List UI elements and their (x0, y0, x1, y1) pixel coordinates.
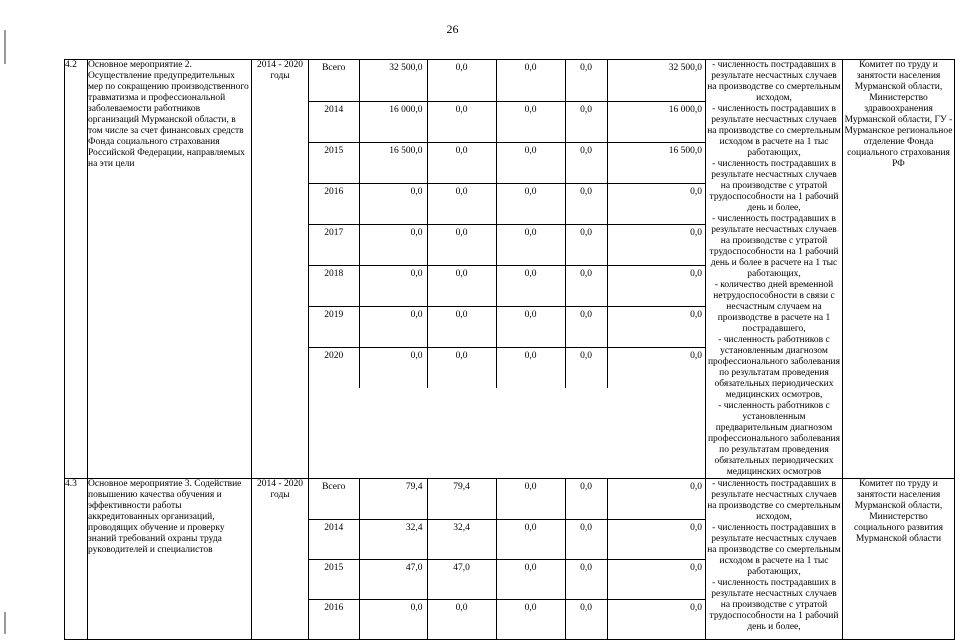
finance-row (309, 347, 706, 388)
finance-value: 0,0 (565, 559, 607, 599)
finance-value: 32,4 (359, 519, 427, 559)
finance-value: 0,0 (359, 183, 427, 224)
finance-year: 2015 (309, 559, 359, 599)
finance-year: 2020 (309, 347, 359, 388)
finance-value: 0,0 (496, 224, 565, 265)
finance-value: 16 500,0 (359, 142, 427, 183)
finance-value: 0,0 (496, 142, 565, 183)
finance-year: 2016 (309, 183, 359, 224)
finance-value: 0,0 (496, 306, 565, 347)
finance-value: 0,0 (496, 60, 565, 101)
finance-year: 2015 (309, 142, 359, 183)
activity-name: Основное мероприятие 2. Осуществление предупредительных мер по сокращению производственного травматизма и профессиональной заболеваемости работников организаций Мурманской области, в том числе за счет финансовых средств Фонда социального страхования Российской Федерации, направляемых на эти цели (88, 60, 252, 479)
finance-row (309, 519, 706, 559)
finance-value: 0,0 (359, 599, 427, 639)
target-indicators (706, 479, 843, 640)
finance-value: 0,0 (427, 224, 496, 265)
indicator-item: - численность пострадавших в результате несчастных случаев на производстве со смертельным исходом в расчете на 1 тыс работающих, (707, 104, 841, 158)
table-row (65, 479, 955, 640)
finance-value: 16 500,0 (607, 142, 706, 183)
finance-row (309, 142, 706, 183)
finance-value: 0,0 (607, 306, 706, 347)
period: 2014 - 2020 годы (252, 60, 309, 479)
indicator-item: - численность работников с установленным диагнозом профессионального заболевания по результатам проведения обязательных периодических медицинских осмотров, (707, 335, 841, 400)
finance-value: 0,0 (496, 599, 565, 639)
finance-value: 0,0 (565, 479, 607, 519)
executors: Комитет по труду и занятости населения Мурманской области, Министерство здравоохранения Мурманской области, ГУ - Мурманское региональное отделение Фонда социального страхования РФ (843, 60, 955, 479)
row-number: 4.2 (65, 60, 88, 479)
page-number: 26 (446, 22, 459, 36)
finance-year: Всего (322, 482, 346, 492)
target-indicators (706, 60, 843, 479)
indicator-item: - численность пострадавших в результате несчастных случаев на производстве с утратой трудоспособности на 1 рабочий день и более в расчете на 1 тыс работающих, (709, 214, 839, 279)
finance-value: 0,0 (496, 347, 565, 388)
finance-row (309, 224, 706, 265)
indicator-item: - численность работников с установленным предварительным диагнозом профессионального заболевания по результатам проведения обязательных периодических медицинских осмотров (707, 401, 841, 477)
finance-year: 2014 (309, 101, 359, 142)
finance-value: 47,0 (359, 559, 427, 599)
indicator-item: - численность пострадавших в результате несчастных случаев на производстве со смертельным исходом, (707, 60, 841, 103)
finance-value: 0,0 (427, 142, 496, 183)
finance-row (309, 479, 706, 519)
finance-value: 0,0 (607, 519, 706, 559)
finance-value: 0,0 (359, 224, 427, 265)
finance-value: 0,0 (496, 519, 565, 559)
finance-row (309, 306, 706, 347)
finance-value: 47,0 (427, 559, 496, 599)
executors: Комитет по труду и занятости населения Мурманской области, Министерство социального развития Мурманской области (843, 479, 955, 640)
finance-year: 2016 (309, 599, 359, 639)
finance-value: 0,0 (427, 265, 496, 306)
finance-value: 0,0 (565, 142, 607, 183)
finance-value: 0,0 (565, 306, 607, 347)
indicator-item: - количество дней временной нетрудоспособности в связи с несчастным случаем на производстве в расчете на 1 пострадавшего, (713, 280, 835, 334)
indicator-item: - численность пострадавших в результате несчастных случаев на производстве с утратой трудоспособности на 1 рабочий день и более, (709, 578, 839, 632)
finance-value: 0,0 (607, 559, 706, 599)
row-number: 4.3 (65, 479, 88, 640)
finance-value: 0,0 (496, 101, 565, 142)
finance-value: 0,0 (359, 306, 427, 347)
finance-value: 0,0 (565, 224, 607, 265)
finance-cell (309, 60, 706, 479)
finance-value: 0,0 (565, 599, 607, 639)
finance-value: 0,0 (427, 60, 496, 101)
finance-value: 32 500,0 (607, 60, 706, 101)
finance-value: 0,0 (427, 347, 496, 388)
finance-value: 0,0 (496, 183, 565, 224)
finance-value: 0,0 (496, 479, 565, 519)
table-row (65, 60, 955, 479)
finance-year: Всего (322, 63, 346, 73)
finance-subtable (309, 60, 706, 388)
finance-value: 0,0 (565, 347, 607, 388)
finance-value: 0,0 (427, 183, 496, 224)
finance-value: 0,0 (427, 101, 496, 142)
finance-value: 16 000,0 (359, 101, 427, 142)
finance-value: 79,4 (359, 479, 427, 519)
finance-value: 0,0 (565, 183, 607, 224)
scan-edge-mark (4, 30, 6, 64)
finance-value: 0,0 (607, 224, 706, 265)
finance-value: 0,0 (607, 183, 706, 224)
finance-value: 0,0 (496, 265, 565, 306)
indicator-item: - численность пострадавших в результате несчастных случаев на производстве со смертельным исходом, (707, 479, 841, 522)
finance-value: 0,0 (496, 559, 565, 599)
finance-row (309, 599, 706, 639)
indicator-item: - численность пострадавших в результате несчастных случаев на производстве со смертельным исходом в расчете на 1 тыс работающих, (707, 523, 841, 577)
finance-value: 16 000,0 (607, 101, 706, 142)
finance-row (309, 101, 706, 142)
finance-row (309, 265, 706, 306)
finance-row (309, 183, 706, 224)
finance-value: 0,0 (607, 599, 706, 639)
finance-value: 0,0 (565, 60, 607, 101)
finance-year: 2019 (309, 306, 359, 347)
finance-value: 79,4 (427, 479, 496, 519)
finance-value: 0,0 (427, 599, 496, 639)
finance-value: 0,0 (427, 306, 496, 347)
finance-row (309, 559, 706, 599)
finance-value: 0,0 (607, 479, 706, 519)
finance-year: 2018 (309, 265, 359, 306)
finance-year: 2014 (309, 519, 359, 559)
scan-edge-mark (4, 612, 6, 634)
finance-cell (309, 479, 706, 640)
period: 2014 - 2020 годы (252, 479, 309, 640)
finance-value: 0,0 (565, 265, 607, 306)
finance-value: 0,0 (565, 519, 607, 559)
finance-value: 0,0 (607, 265, 706, 306)
finance-subtable (309, 479, 706, 639)
finance-value: 32,4 (427, 519, 496, 559)
finance-value: 0,0 (607, 347, 706, 388)
finance-value: 32 500,0 (359, 60, 427, 101)
finance-value: 0,0 (359, 265, 427, 306)
finance-value: 0,0 (359, 347, 427, 388)
finance-value: 0,0 (565, 101, 607, 142)
activity-name: Основное мероприятие 3. Содействие повышению качества обучения и эффективности работы аккредитованных организаций, проводящих обучение и проверку знаний требований охраны труда руководителей и специалистов (88, 479, 252, 640)
program-activities-table (64, 59, 955, 640)
indicator-item: - численность пострадавших в результате несчастных случаев на производстве с утратой трудоспособности на 1 рабочий день и более, (709, 159, 839, 213)
finance-row (309, 60, 706, 101)
finance-year: 2017 (309, 224, 359, 265)
